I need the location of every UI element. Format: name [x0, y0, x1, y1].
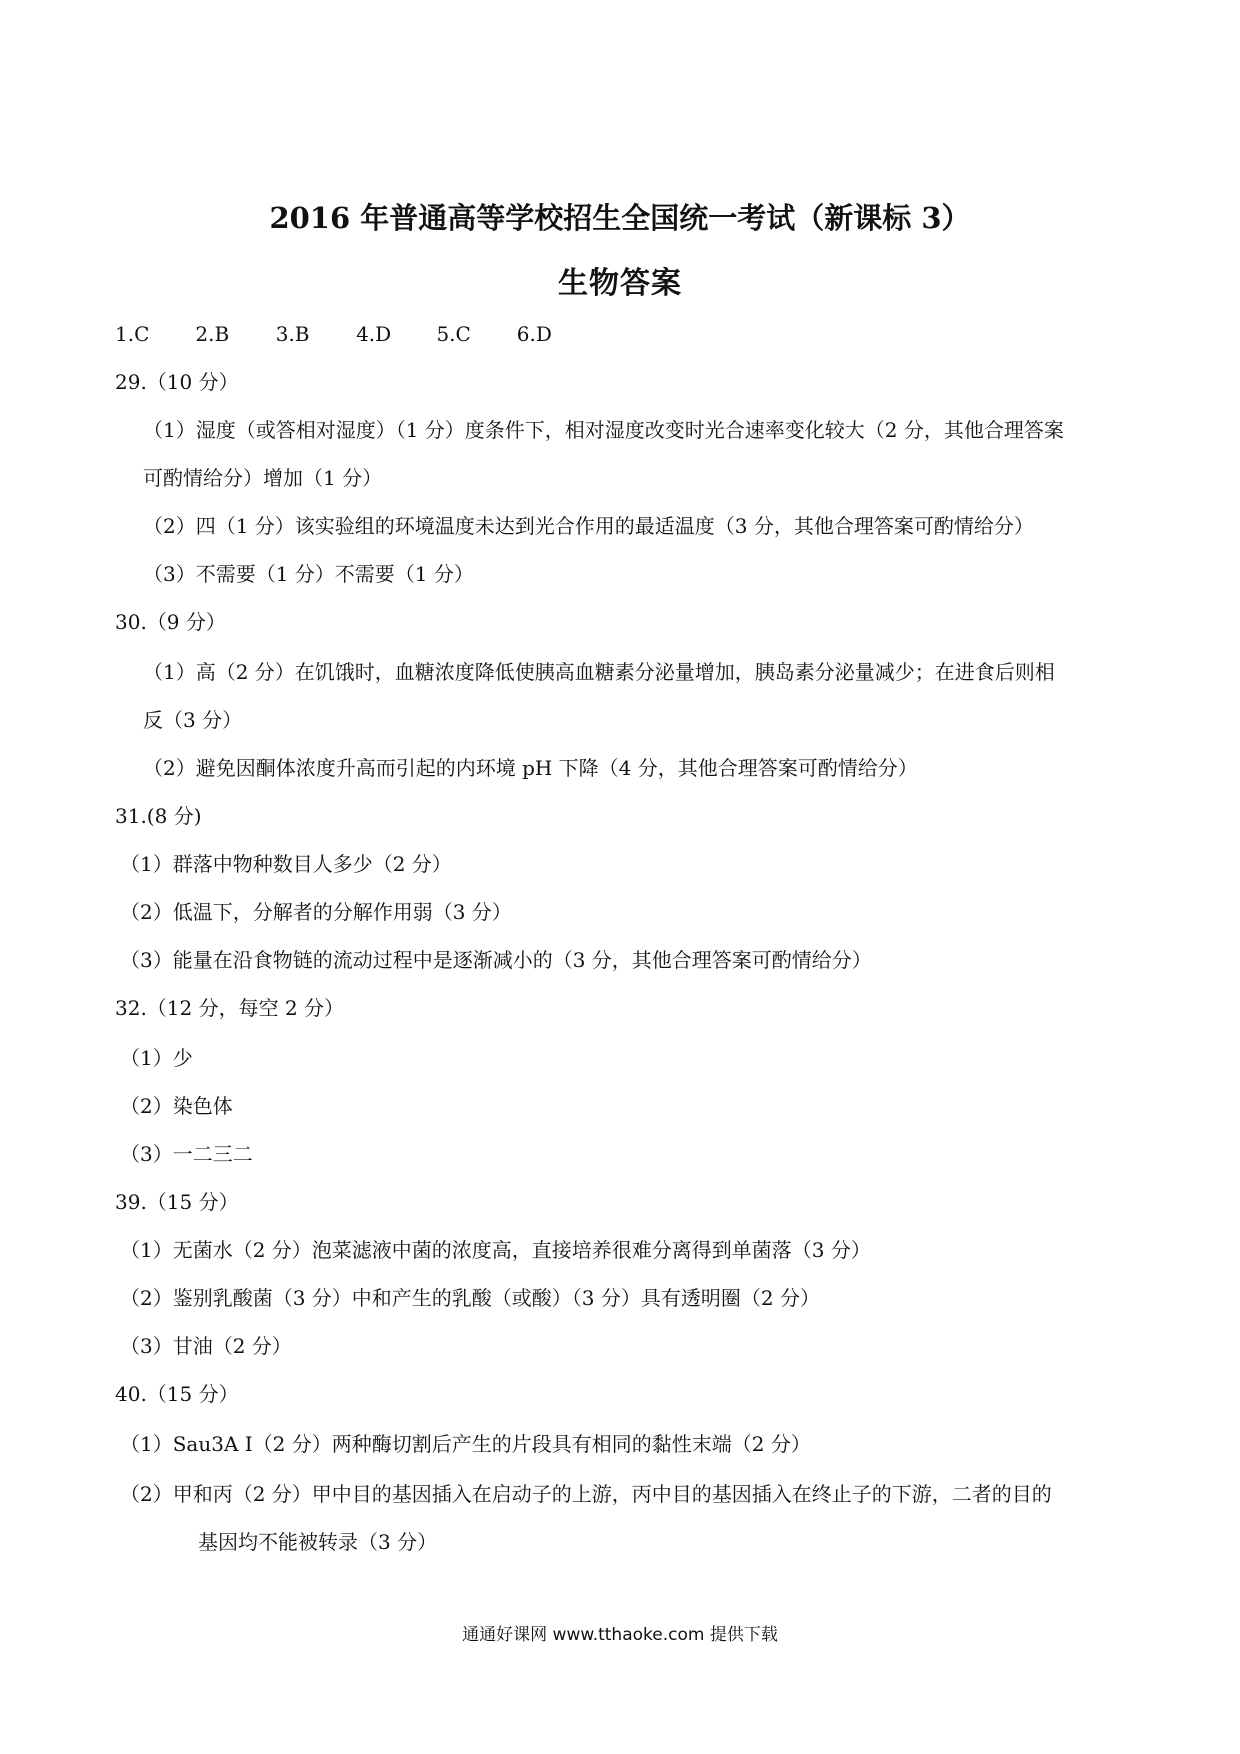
- mc-answer: 2.B: [195, 322, 230, 346]
- page-subtitle: 生物答案: [558, 266, 682, 301]
- mc-answer: 1.C: [115, 322, 150, 346]
- answer-line: （2）四（1 分）该实验组的环境温度未达到光合作用的最适温度（3 分，其他合理答案可酌情给分）: [143, 514, 1034, 538]
- answer-line: （3）一二三二: [120, 1142, 253, 1166]
- q29-heading: 29.（10 分）: [115, 370, 239, 394]
- q30-heading: 30.（9 分）: [115, 610, 226, 634]
- mc-answer: 3.B: [275, 322, 310, 346]
- answer-line: （2）鉴别乳酸菌（3 分）中和产生的乳酸（或酸）（3 分）具有透明圈（2 分）: [120, 1286, 820, 1310]
- answer-line: 基因均不能被转录（3 分）: [198, 1530, 438, 1554]
- answer-line: （2）低温下，分解者的分解作用弱（3 分）: [120, 900, 512, 924]
- answer-line: （2）甲和丙（2 分）甲中目的基因插入在启动子的上游，丙中目的基因插入在终止子的下游，二者的目的: [120, 1482, 1052, 1506]
- mc-answer: 5.C: [436, 322, 471, 346]
- answer-line: 反（3 分）: [143, 708, 243, 732]
- answer-line: （1）少: [120, 1046, 193, 1070]
- mc-answer: 6.D: [516, 322, 552, 346]
- answer-line: （3）能量在沿食物链的流动过程中是逐渐减小的（3 分，其他合理答案可酌情给分）: [120, 948, 872, 972]
- answer-line: （1）Sau3A Ⅰ（2 分）两种酶切割后产生的片段具有相同的黏性末端（2 分）: [120, 1432, 811, 1456]
- q40-heading: 40.（15 分）: [115, 1382, 239, 1406]
- answer-line: 可酌情给分）增加（1 分）: [143, 466, 383, 490]
- q31-heading: 31.(8 分): [115, 804, 202, 828]
- answer-line: （3）甘油（2 分）: [120, 1334, 292, 1358]
- mc-answers: [115, 322, 591, 346]
- mc-answer: 4.D: [356, 322, 392, 346]
- answer-line: （1）群落中物种数目人多少（2 分）: [120, 852, 452, 876]
- answer-line: （1）湿度（或答相对湿度）（1 分）度条件下，相对湿度改变时光合速率变化较大（2 分，其他合理答案: [143, 418, 1064, 442]
- answer-line: （3）不需要（1 分）不需要（1 分）: [143, 562, 474, 586]
- answer-line: （2）染色体: [120, 1094, 233, 1118]
- answer-line: （1）无菌水（2 分）泡菜滤液中菌的浓度高，直接培养很难分离得到单菌落（3 分）: [120, 1238, 871, 1262]
- answer-line: （1）高（2 分）在饥饿时，血糖浓度降低使胰高血糖素分泌量增加，胰岛素分泌量减少；在进食后则相: [143, 660, 1055, 684]
- q39-heading: 39.（15 分）: [115, 1190, 239, 1214]
- q32-heading: 32.（12 分，每空 2 分）: [115, 996, 345, 1020]
- page-title: 2016 年普通高等学校招生全国统一考试（新课标 3）: [269, 201, 971, 235]
- answer-line: （2）避免因酮体浓度升高而引起的内环境 pH 下降（4 分，其他合理答案可酌情给分）: [143, 756, 918, 780]
- page-footer: 通通好课网 www.tthaoke.com 提供下载: [462, 1625, 778, 1645]
